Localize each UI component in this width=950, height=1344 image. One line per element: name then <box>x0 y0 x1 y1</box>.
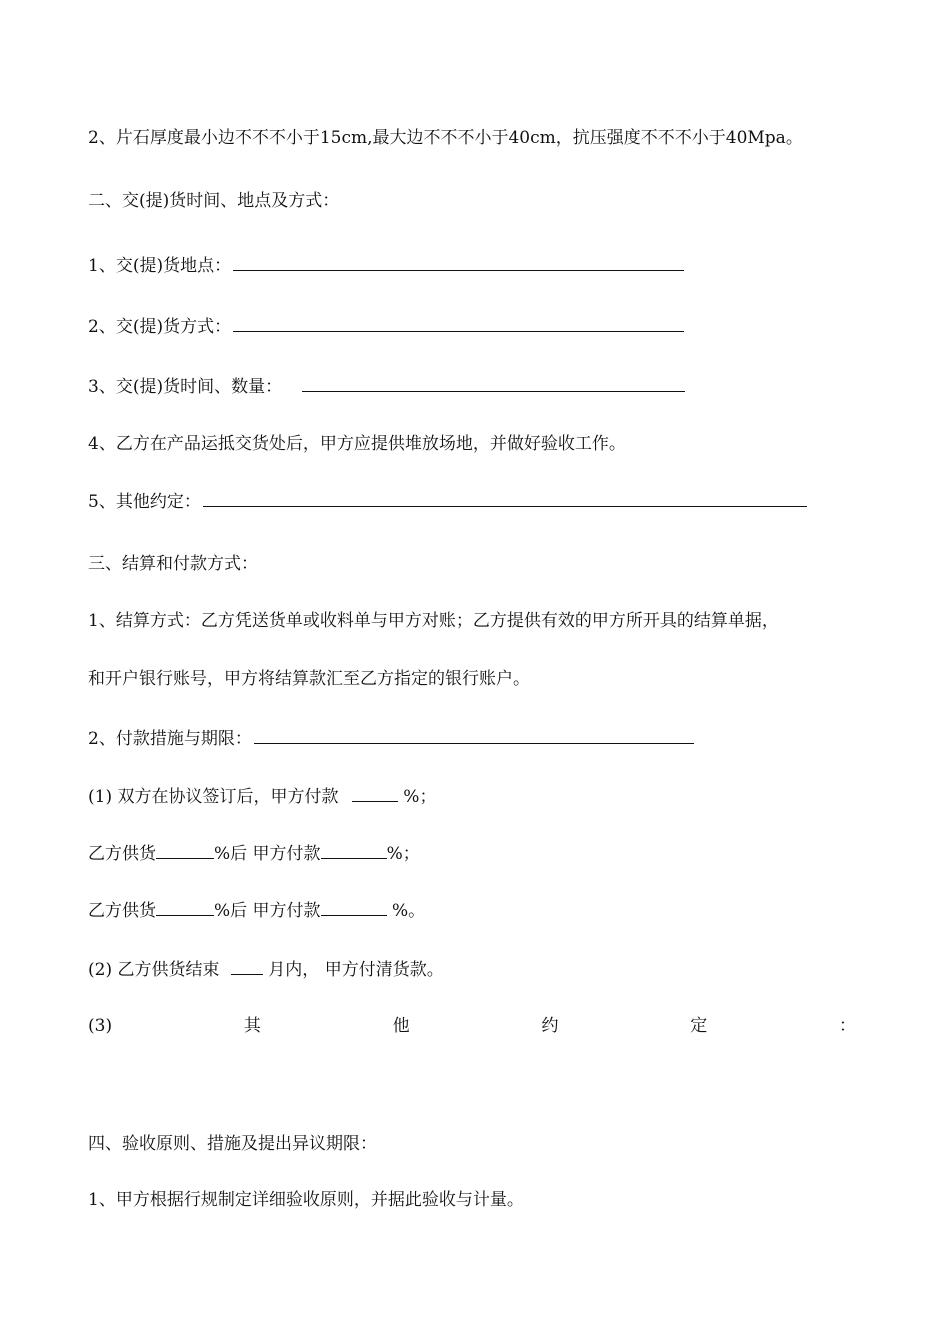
delivery-method-row <box>88 313 684 339</box>
payment-percent-blank-1[interactable] <box>321 840 387 859</box>
delivery-location-row <box>88 252 684 278</box>
delivery-time-blank[interactable] <box>302 373 685 392</box>
delivery-method-blank[interactable] <box>233 313 684 332</box>
delivery-method-label: 2、交(提)货方式： <box>88 317 232 337</box>
final-payment-suffix: 月内， 甲方付清货款。 <box>262 960 444 980</box>
other-agreement-3-char-4: 定 <box>690 1016 708 1036</box>
payment-after-signing-blank[interactable] <box>352 783 398 802</box>
section-three-heading: 三、结算和付款方式： <box>88 554 258 574</box>
section-two-heading: 二、交(提)货时间、地点及方式： <box>88 191 340 211</box>
payment-terms-blank[interactable] <box>254 725 694 744</box>
other-agreement-3-char-3: 约 <box>541 1016 559 1036</box>
delivery-location-label: 1、交(提)货地点： <box>88 256 232 276</box>
other-agreement-label: 5、其他约定： <box>88 492 201 512</box>
delivery-time-row <box>88 373 685 399</box>
supply-payment-suffix-2: %。 <box>386 901 426 921</box>
supply-percent-blank-2[interactable] <box>156 897 214 916</box>
other-agreement-3-row <box>88 1014 856 1038</box>
supply-payment-text-1: %后 甲方付款 <box>214 844 321 864</box>
supply-payment-row-1 <box>88 840 420 866</box>
payment-terms-label: 2、付款措施与期限： <box>88 729 252 749</box>
payment-terms-row <box>88 725 694 751</box>
section-four-heading: 四、验收原则、措施及提出异议期限： <box>88 1134 377 1154</box>
final-payment-text: (2) 乙方供货结束 <box>88 960 225 980</box>
settlement-method-line1: 1、结算方式：乙方凭送货单或收料单与甲方对账；乙方提供有效的甲方所开具的结算单据， <box>88 611 779 631</box>
supply-payment-suffix-1: %； <box>386 844 420 864</box>
supply-payment-text-2: %后 甲方付款 <box>214 901 321 921</box>
final-payment-months-blank[interactable] <box>231 956 263 975</box>
supply-percent-blank-1[interactable] <box>156 840 214 859</box>
delivery-location-blank[interactable] <box>233 252 684 271</box>
acceptance-principle-clause: 1、甲方根据行规制定详细验收原则，并据此验收与计量。 <box>88 1190 524 1210</box>
other-agreement-blank[interactable] <box>203 488 807 507</box>
other-agreement-row <box>88 488 807 514</box>
acceptance-site-clause: 4、乙方在产品运抵交货处后，甲方应提供堆放场地，并做好验收工作。 <box>88 434 626 454</box>
settlement-method-line2: 和开户银行账号，甲方将结算款汇至乙方指定的银行账户。 <box>88 669 530 689</box>
supply-label-2: 乙方供货 <box>88 901 156 921</box>
other-agreement-3-char-1: 其 <box>243 1016 261 1036</box>
other-agreement-3-colon: ： <box>839 1016 856 1036</box>
payment-after-signing-row <box>88 783 436 809</box>
other-agreement-3-char-2: 他 <box>392 1016 410 1036</box>
payment-after-signing-suffix: %； <box>397 787 437 807</box>
payment-percent-blank-2[interactable] <box>321 897 387 916</box>
supply-payment-row-2 <box>88 897 425 923</box>
other-agreement-3-num: (3) <box>88 1016 113 1036</box>
final-payment-row <box>88 956 444 982</box>
supply-label-1: 乙方供货 <box>88 844 156 864</box>
payment-after-signing-text: (1) 双方在协议签订后，甲方付款 <box>88 787 344 807</box>
spec-stone-thickness: 2、片石厚度最小边不不不小于15cm,最大边不不不小于40cm，抗压强度不不不小于40Mpa。 <box>88 128 803 148</box>
delivery-time-label: 3、交(提)货时间、数量： <box>88 377 283 397</box>
